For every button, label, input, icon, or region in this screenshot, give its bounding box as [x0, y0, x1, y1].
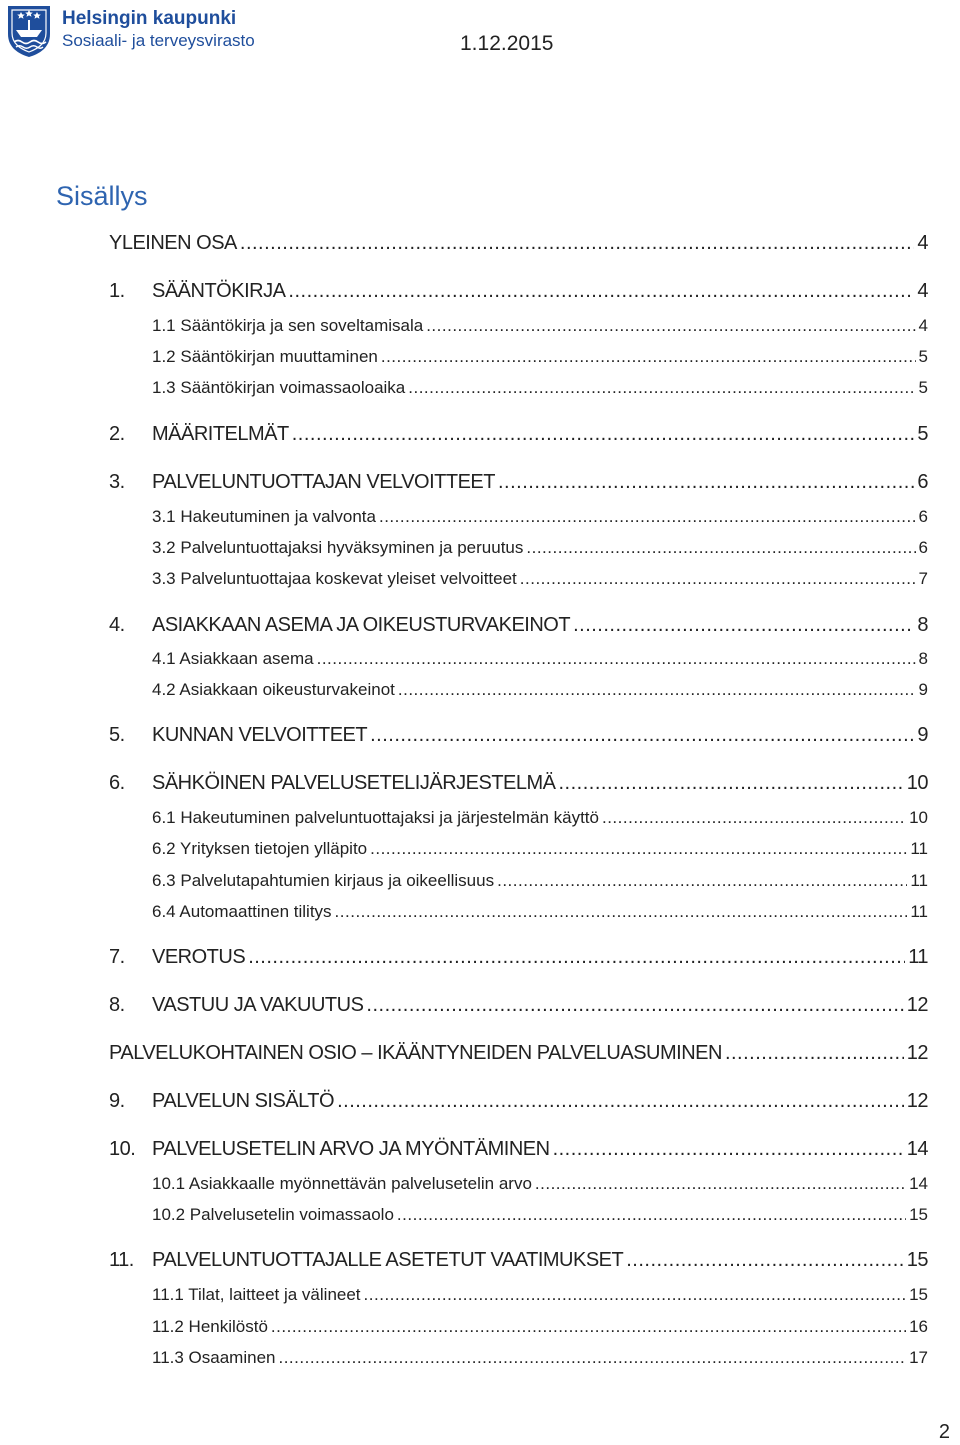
toc-entry[interactable]: 6. SÄHKÖINEN PALVELUSETELIJÄRJESTELMÄ ..... 10 — [109, 772, 928, 795]
document-date: 1.12.2015 — [460, 32, 554, 55]
toc-entry[interactable]: 7. VEROTUS ..... 11 — [109, 946, 928, 969]
toc-entry[interactable]: 4. ASIAKKAAN ASEMA JA OIKEUSTURVAKEINOT ..... 8 — [109, 614, 928, 637]
toc-subentry[interactable]: 4.2 Asiakkaan oikeusturvakeinot ..... 9 — [152, 680, 928, 700]
helsinki-crest-icon — [6, 4, 52, 58]
page-number: 2 — [938, 1421, 950, 1443]
organization-name: Helsingin kaupunki — [62, 8, 237, 29]
toc-subentry[interactable]: 1.3 Sääntökirjan voimassaoloaika ..... 5 — [152, 378, 928, 398]
toc-subentry[interactable]: 6.1 Hakeutuminen palveluntuottajaksi ja järjestelmän käyttö ..... 10 — [152, 808, 928, 828]
toc-subentry[interactable]: 1.2 Sääntökirjan muuttaminen ..... 5 — [152, 347, 928, 367]
toc-subentry[interactable]: 3.1 Hakeutuminen ja valvonta ..... 6 — [152, 507, 928, 527]
toc-entry[interactable]: 9. PALVELUN SISÄLTÖ ..... 12 — [109, 1090, 928, 1113]
toc-entry[interactable]: 1. SÄÄNTÖKIRJA ..... 4 — [109, 280, 928, 303]
toc-entry[interactable]: 3. PALVELUNTUOTTAJAN VELVOITTEET ..... 6 — [109, 471, 928, 494]
toc-entry[interactable]: 2. MÄÄRITELMÄT ..... 5 — [109, 423, 928, 446]
toc-subentry[interactable]: 6.2 Yrityksen tietojen ylläpito ..... 11 — [152, 839, 928, 859]
toc-entry[interactable]: 11. PALVELUNTUOTTAJALLE ASETETUT VAATIMUKSET ..... 15 — [109, 1249, 928, 1272]
toc-entry[interactable]: YLEINEN OSA ..... 4 — [109, 232, 928, 255]
toc-subentry[interactable]: 3.3 Palveluntuottajaa koskevat yleiset velvoitteet ..... 7 — [152, 569, 928, 589]
toc-heading: Sisällys — [56, 181, 148, 211]
toc-subentry[interactable]: 11.2 Henkilöstö ..... 16 — [152, 1317, 928, 1337]
toc-entry[interactable]: 10. PALVELUSETELIN ARVO JA MYÖNTÄMINEN ..... 14 — [109, 1138, 928, 1161]
toc-subentry[interactable]: 6.4 Automaattinen tilitys ..... 11 — [152, 902, 928, 922]
toc-subentry[interactable]: 10.1 Asiakkaalle myönnettävän palvelusetelin arvo ..... 14 — [152, 1174, 928, 1194]
toc-entry[interactable]: 5. KUNNAN VELVOITTEET ..... 9 — [109, 724, 928, 747]
toc-entry[interactable]: PALVELUKOHTAINEN OSIO – IKÄÄNTYNEIDEN PALVELUASUMINEN ..... 12 — [109, 1042, 928, 1065]
toc-subentry[interactable]: 1.1 Sääntökirja ja sen soveltamisala ..... 4 — [152, 316, 928, 336]
page-header — [0, 0, 960, 70]
toc-subentry[interactable]: 6.3 Palvelutapahtumien kirjaus ja oikeellisuus ..... 11 — [152, 871, 928, 891]
toc-subentry[interactable]: 4.1 Asiakkaan asema ..... 8 — [152, 649, 928, 669]
toc-subentry[interactable]: 10.2 Palvelusetelin voimassaolo ..... 15 — [152, 1205, 928, 1225]
toc-entry[interactable]: 8. VASTUU JA VAKUUTUS ..... 12 — [109, 994, 928, 1017]
toc-subentry[interactable]: 11.1 Tilat, laitteet ja välineet ..... 15 — [152, 1285, 928, 1305]
organization-department: Sosiaali- ja terveysvirasto — [62, 31, 255, 50]
toc-subentry[interactable]: 3.2 Palveluntuottajaksi hyväksyminen ja peruutus ..... 6 — [152, 538, 928, 558]
toc-subentry[interactable]: 11.3 Osaaminen ..... 17 — [152, 1348, 928, 1368]
